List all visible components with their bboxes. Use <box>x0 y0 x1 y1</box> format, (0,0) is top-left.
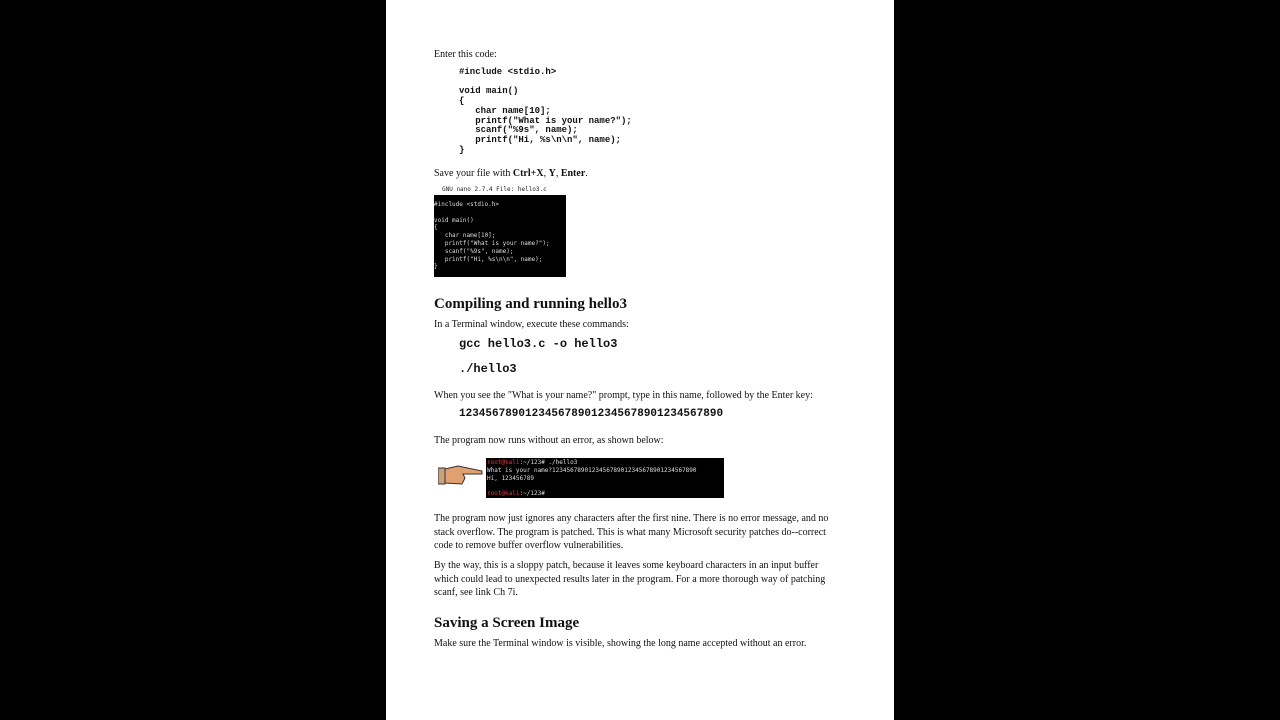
save-text: Save your file with <box>434 168 513 179</box>
sloppy-paragraph: By the way, this is a sloppy patch, because it leaves some keyboard characters in an input buffer which could lead to unexpected results later in the program. For a more thorough way of patching scanf, see link Ch 7i. <box>434 560 826 598</box>
ignores-paragraph: The program now just ignores any characters after the first nine. There is no error message, and no stack overflow. The program is patched. This is what many Microsoft security patches do--correct code to remove buffer overflow vulnerabilities. <box>434 513 829 551</box>
key-ctrl-x: Ctrl+X <box>512 168 544 179</box>
intro-text: Enter this code: <box>434 49 497 60</box>
name-input-value: 1234567890123456789012345678901234567890 <box>459 408 724 420</box>
visible-instruction: Make sure the Terminal window is visible, showing the long name accepted without an error. <box>434 638 807 649</box>
terminal-screenshot: root@kali:~/123# ./hello3 What is your name?1234567890123456789012345678901234567890 Hi, 123456789 root@kali:~/123# <box>486 458 724 498</box>
key-enter: Enter <box>560 168 586 179</box>
terminal-instruction: In a Terminal window, execute these commands: <box>434 319 629 330</box>
nano-screenshot: #include <stdio.h> void main() { char name[10]; printf("What is your name?"); scanf("%9s", name); printf("Hi, %s\n\n", name); } <box>434 195 566 277</box>
nano-title: GNU nano 2.7.4 File: hello3.c <box>442 186 547 193</box>
heading-saving: Saving a Screen Image <box>434 615 580 631</box>
save-instruction: Save your file with Ctrl+X, Y, Enter. <box>434 168 588 179</box>
heading-compiling: Compiling and running hello3 <box>434 296 627 312</box>
code-block: #include <stdio.h> void main() { char name[10]; printf("What is your name?"); scanf("%9s", name); printf("Hi, %s\n\n", name); } <box>459 67 632 155</box>
pointing-hand-icon <box>438 462 484 493</box>
key-y: Y <box>548 168 556 179</box>
runs-text: The program now runs without an error, as shown below: <box>434 435 664 446</box>
command-run: ./hello3 <box>459 362 517 376</box>
document-page <box>386 0 894 720</box>
command-gcc: gcc hello3.c -o hello3 <box>459 337 618 351</box>
prompt-instruction: When you see the "What is your name?" prompt, type in this name, followed by the Enter key: <box>434 390 813 401</box>
